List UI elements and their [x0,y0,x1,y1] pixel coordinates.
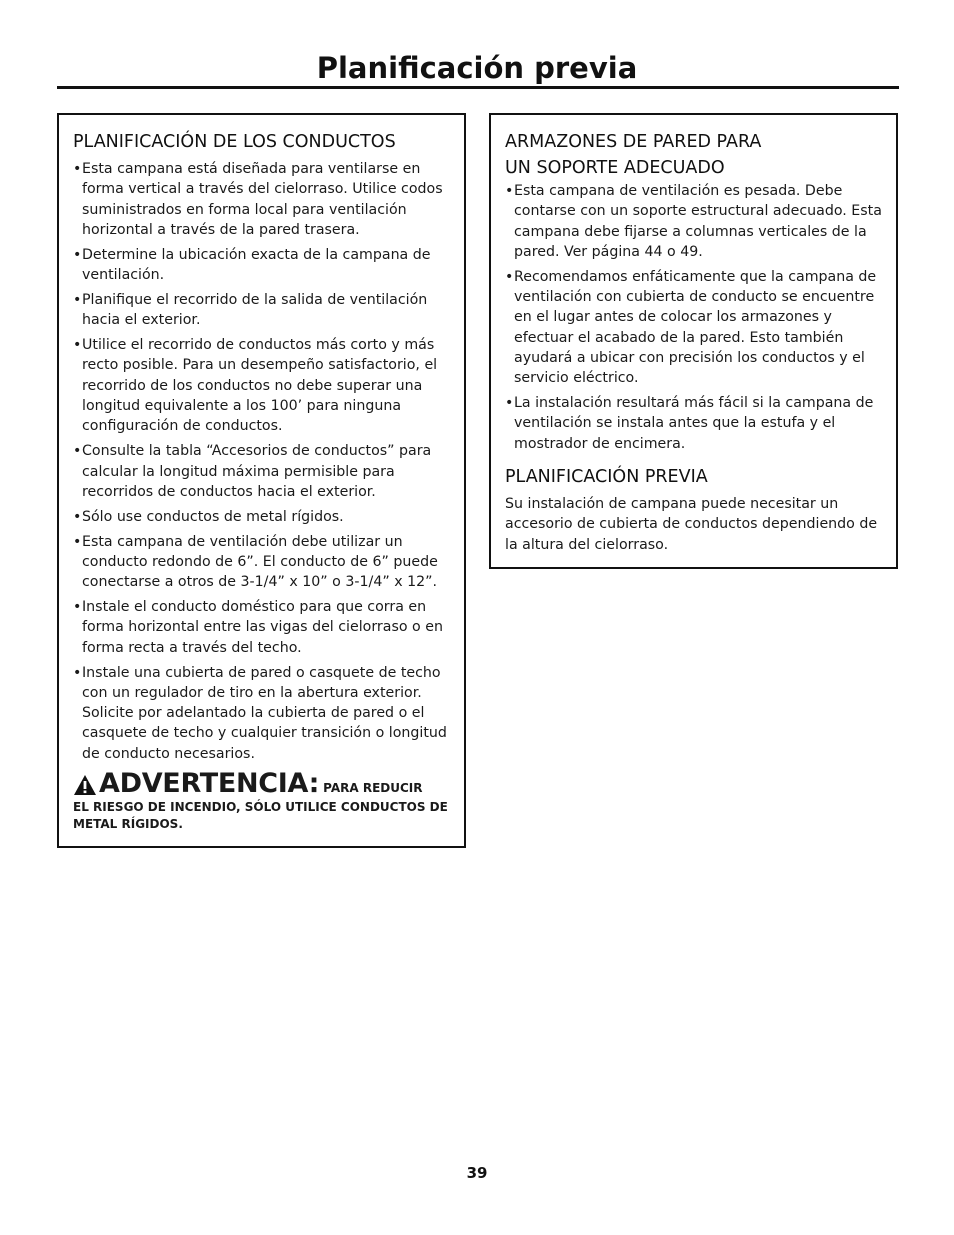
bullet-icon: • [505,268,514,285]
bullet-icon: • [73,599,82,616]
bullet-icon: • [73,533,82,550]
advance-planning-text: Su instalación de campana puede necesitar un accesorio de cubierta de conductos dependiendo de la altura del cielorraso. [505,496,878,553]
list-item: • La instalación resultará más fácil si la campana de ventilación se instala antes que la estufa y el mostrador de encimera. [505,395,874,452]
warning-label: ADVERTENCIA: [99,767,320,799]
warning-text: EL RIESGO DE INCENDIO, SÓLO UTILICE CONDUCTOS DE METAL RÍGIDOS. [73,799,448,832]
wall-framing-heading-line1: ARMAZONES DE PARED PARA [505,132,762,152]
duct-planning-list [73,159,452,764]
warning-triangle-icon [73,774,97,796]
title-divider [57,86,899,89]
list-item: • Instale una cubierta de pared o casquete de techo con un regulador de tiro en la abertura exterior. Solicite por adelantado la cubierta de pared o el casquete de techo y cualquier transición o longitud de conducto necesarios. [73,664,447,762]
bullet-icon: • [505,395,514,412]
list-item: • Esta campana está diseñada para ventilarse en forma vertical a través del cielorraso. Utilice codos suministrados en forma local para ventilación horizontal a través de la pared trasera. [73,161,443,238]
advance-planning-heading: PLANIFICACIÓN PREVIA [505,467,708,488]
list-item: • Esta campana de ventilación es pesada. Debe contarse con un soporte estructural adecuado. Esta campana debe fijarse a columnas verticales de la pared. Ver página 44 o 49. [505,183,882,260]
wall-framing-list [505,181,884,454]
list-item: • Instale el conducto doméstico para que corra en forma horizontal entre las vigas del cielorraso o en forma recta a través del techo. [73,599,443,656]
list-item: • Planifique el recorrido de la salida de ventilación hacia el exterior. [73,291,428,329]
list-item: • Utilice el recorrido de conductos más corto y más recto posible. Para un desempeño satisfactorio, el recorrido de los conductos no debe superar una longitud equivalente a los 100’ para ninguna configuración de conductos. [73,337,438,435]
list-item: • Esta campana de ventilación debe utilizar un conducto redondo de 6”. El conducto de 6” puede conectarse a otros de 3-1/4” x 10” o 3-1/4” x 12”. [73,533,438,591]
wall-framing-box [489,113,898,569]
warning-lead-text: PARA REDUCIR [323,780,423,795]
wall-framing-heading-line2: UN SOPORTE ADECUADO [505,158,725,178]
list-item: • Consulte la tabla “Accesorios de conductos” para calcular la longitud máxima permisible para recorridos de conductos hacia el exterior. [73,443,432,500]
bullet-icon: • [73,508,82,525]
bullet-icon: • [73,161,82,177]
duct-planning-heading: PLANIFICACIÓN DE LOS CONDUCTOS [73,132,396,152]
warning-notice [73,769,452,834]
bullet-icon: • [73,291,82,308]
bullet-icon: • [73,337,82,354]
duct-planning-box [57,113,466,848]
page-title: Planificación previa [316,51,638,85]
bullet-icon: • [73,443,82,460]
bullet-icon: • [73,246,82,263]
list-item: • Recomendamos enfáticamente que la campana de ventilación con cubierta de conducto se encuentre en el lugar antes de colocar los armazones y efectuar el acabado de la pared. Esto también ayudará a ubicar con precisión los conductos y el servicio eléctrico. [505,268,877,387]
bullet-icon: • [73,664,82,681]
warning-header [73,769,452,799]
list-item: • Determine la ubicación exacta de la campana de ventilación. [73,246,431,284]
bullet-icon: • [505,183,514,199]
wall-framing-heading [505,129,884,181]
list-item: • Sólo use conductos de metal rígidos. [73,507,452,527]
page-number: 39 [466,1164,488,1182]
